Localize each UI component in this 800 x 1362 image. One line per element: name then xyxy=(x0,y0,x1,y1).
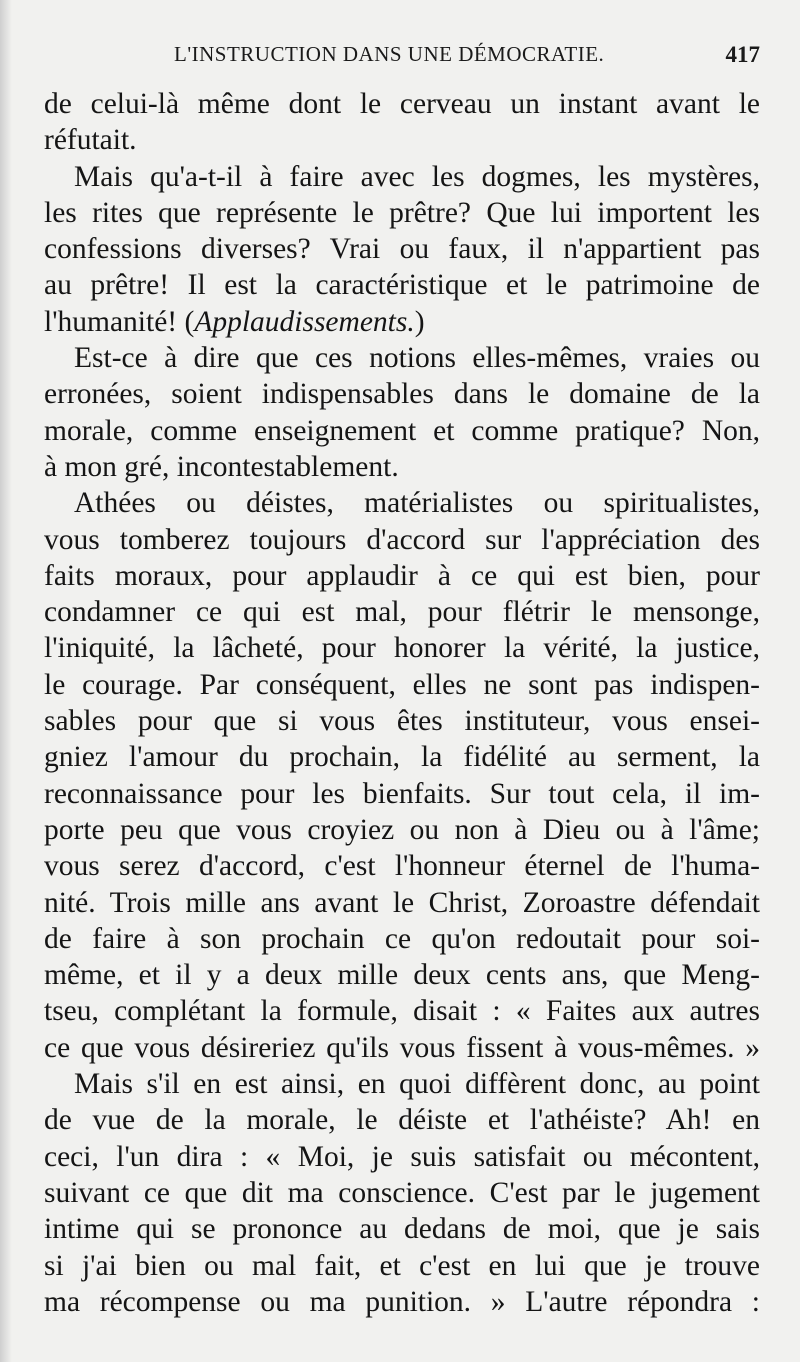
line-text: ceci, l'un dira : « Moi, je suis satisfait ou mécontent, xyxy=(44,1140,760,1173)
text-line xyxy=(44,1175,760,1211)
line-trailing-text: ) xyxy=(414,305,425,338)
line-text: erronées, soient indispensables dans le domaine de la xyxy=(44,378,760,411)
text-line xyxy=(44,630,760,666)
line-text: confessions diverses? Vrai ou faux, il n'appartient pas xyxy=(44,233,760,266)
line-text: reconnaissance pour les bienfaits. Sur tout cela, il im- xyxy=(44,777,760,810)
line-text: le courage. Par conséquent, elles ne sont pas indispen- xyxy=(44,668,760,701)
text-line xyxy=(44,812,760,848)
text-line xyxy=(44,1284,760,1320)
page-number: 417 xyxy=(725,42,760,67)
line-text: nité. Trois mille ans avant le Christ, Zoroastre défendait xyxy=(44,886,760,919)
text-line xyxy=(44,1102,760,1138)
line-text: ma récompense ou ma punition. » L'autre répondra : xyxy=(44,1285,760,1318)
text-line xyxy=(44,993,760,1029)
line-text: les rites que représente le prêtre? Que lui importent les xyxy=(44,196,760,229)
text-line xyxy=(44,413,760,449)
line-text: de faire à son prochain ce qu'on redoutait pour soi- xyxy=(44,922,760,955)
line-text: si j'ai bien ou mal fait, et c'est en lui que je trouve xyxy=(44,1249,760,1282)
line-text: à mon gré, incontestablement. xyxy=(44,450,399,483)
line-italic-text: Applaudissements. xyxy=(194,305,415,338)
body-text xyxy=(44,86,760,1320)
line-text: porte peu que vous croyiez ou non à Dieu ou à l'âme; xyxy=(44,813,760,846)
text-line xyxy=(44,667,760,703)
text-line xyxy=(44,267,760,303)
line-text: l'iniquité, la lâcheté, pour honorer la vérité, la justice, xyxy=(44,632,760,665)
running-head xyxy=(44,42,760,72)
line-text: condamner ce qui est mal, pour flétrir le mensonge, xyxy=(44,596,760,629)
line-text: au prêtre! Il est la caractéristique et le patrimoine de xyxy=(44,269,760,302)
text-line xyxy=(44,122,760,158)
line-text: faits moraux, pour applaudir à ce qui est bien, pour xyxy=(44,559,760,592)
text-line xyxy=(44,340,760,376)
text-line xyxy=(44,558,760,594)
text-line xyxy=(44,304,760,340)
text-line xyxy=(44,957,760,993)
line-text: Est-ce à dire que ces notions elles-mêmes, vraies ou xyxy=(74,342,760,375)
text-line xyxy=(44,1248,760,1284)
text-line xyxy=(44,848,760,884)
line-text: tseu, complétant la formule, disait : « Faites aux autres xyxy=(44,995,760,1028)
line-text: intime qui se prononce au dedans de moi, que je sais xyxy=(44,1213,760,1246)
line-text: réfutait. xyxy=(44,124,137,157)
line-text: vous tomberez toujours d'accord sur l'appréciation des xyxy=(44,523,760,556)
line-text: l'humanité! ( xyxy=(44,305,195,338)
running-title: L'INSTRUCTION DANS UNE DÉMOCRATIE. xyxy=(174,42,605,66)
text-line xyxy=(44,376,760,412)
text-line xyxy=(44,739,760,775)
text-line xyxy=(44,86,760,122)
line-text: Mais s'il en est ainsi, en quoi diffèrent donc, au point xyxy=(74,1068,760,1101)
text-line xyxy=(44,485,760,521)
text-line xyxy=(44,522,760,558)
line-text: sables pour que si vous êtes instituteur, vous ensei- xyxy=(44,705,760,738)
line-text: suivant ce que dit ma conscience. C'est par le jugement xyxy=(44,1176,760,1209)
text-line xyxy=(44,159,760,195)
text-line xyxy=(44,195,760,231)
text-line xyxy=(44,776,760,812)
text-line xyxy=(44,921,760,957)
line-text: vous serez d'accord, c'est l'honneur éternel de l'huma- xyxy=(44,850,760,883)
text-line xyxy=(44,1030,760,1066)
text-line xyxy=(44,703,760,739)
line-text: Mais qu'a-t-il à faire avec les dogmes, les mystères, xyxy=(74,160,760,193)
text-line xyxy=(44,885,760,921)
text-line xyxy=(44,1139,760,1175)
line-text: ce que vous désireriez qu'ils vous fissent à vous-mêmes. » xyxy=(44,1031,760,1064)
line-text: de vue de la morale, le déiste et l'athéiste? Ah! en xyxy=(44,1104,760,1137)
text-line xyxy=(44,231,760,267)
line-text: Athées ou déistes, matérialistes ou spiritualistes, xyxy=(74,487,760,520)
line-text: morale, comme enseignement et comme pratique? Non, xyxy=(44,414,760,447)
line-text: gniez l'amour du prochain, la fidélité au serment, la xyxy=(44,741,760,774)
line-text: même, et il y a deux mille deux cents ans, que Meng- xyxy=(44,959,760,992)
text-line xyxy=(44,1066,760,1102)
text-line xyxy=(44,1211,760,1247)
text-line xyxy=(44,594,760,630)
text-line xyxy=(44,449,760,485)
line-text: de celui-là même dont le cerveau un instant avant le xyxy=(44,88,760,120)
